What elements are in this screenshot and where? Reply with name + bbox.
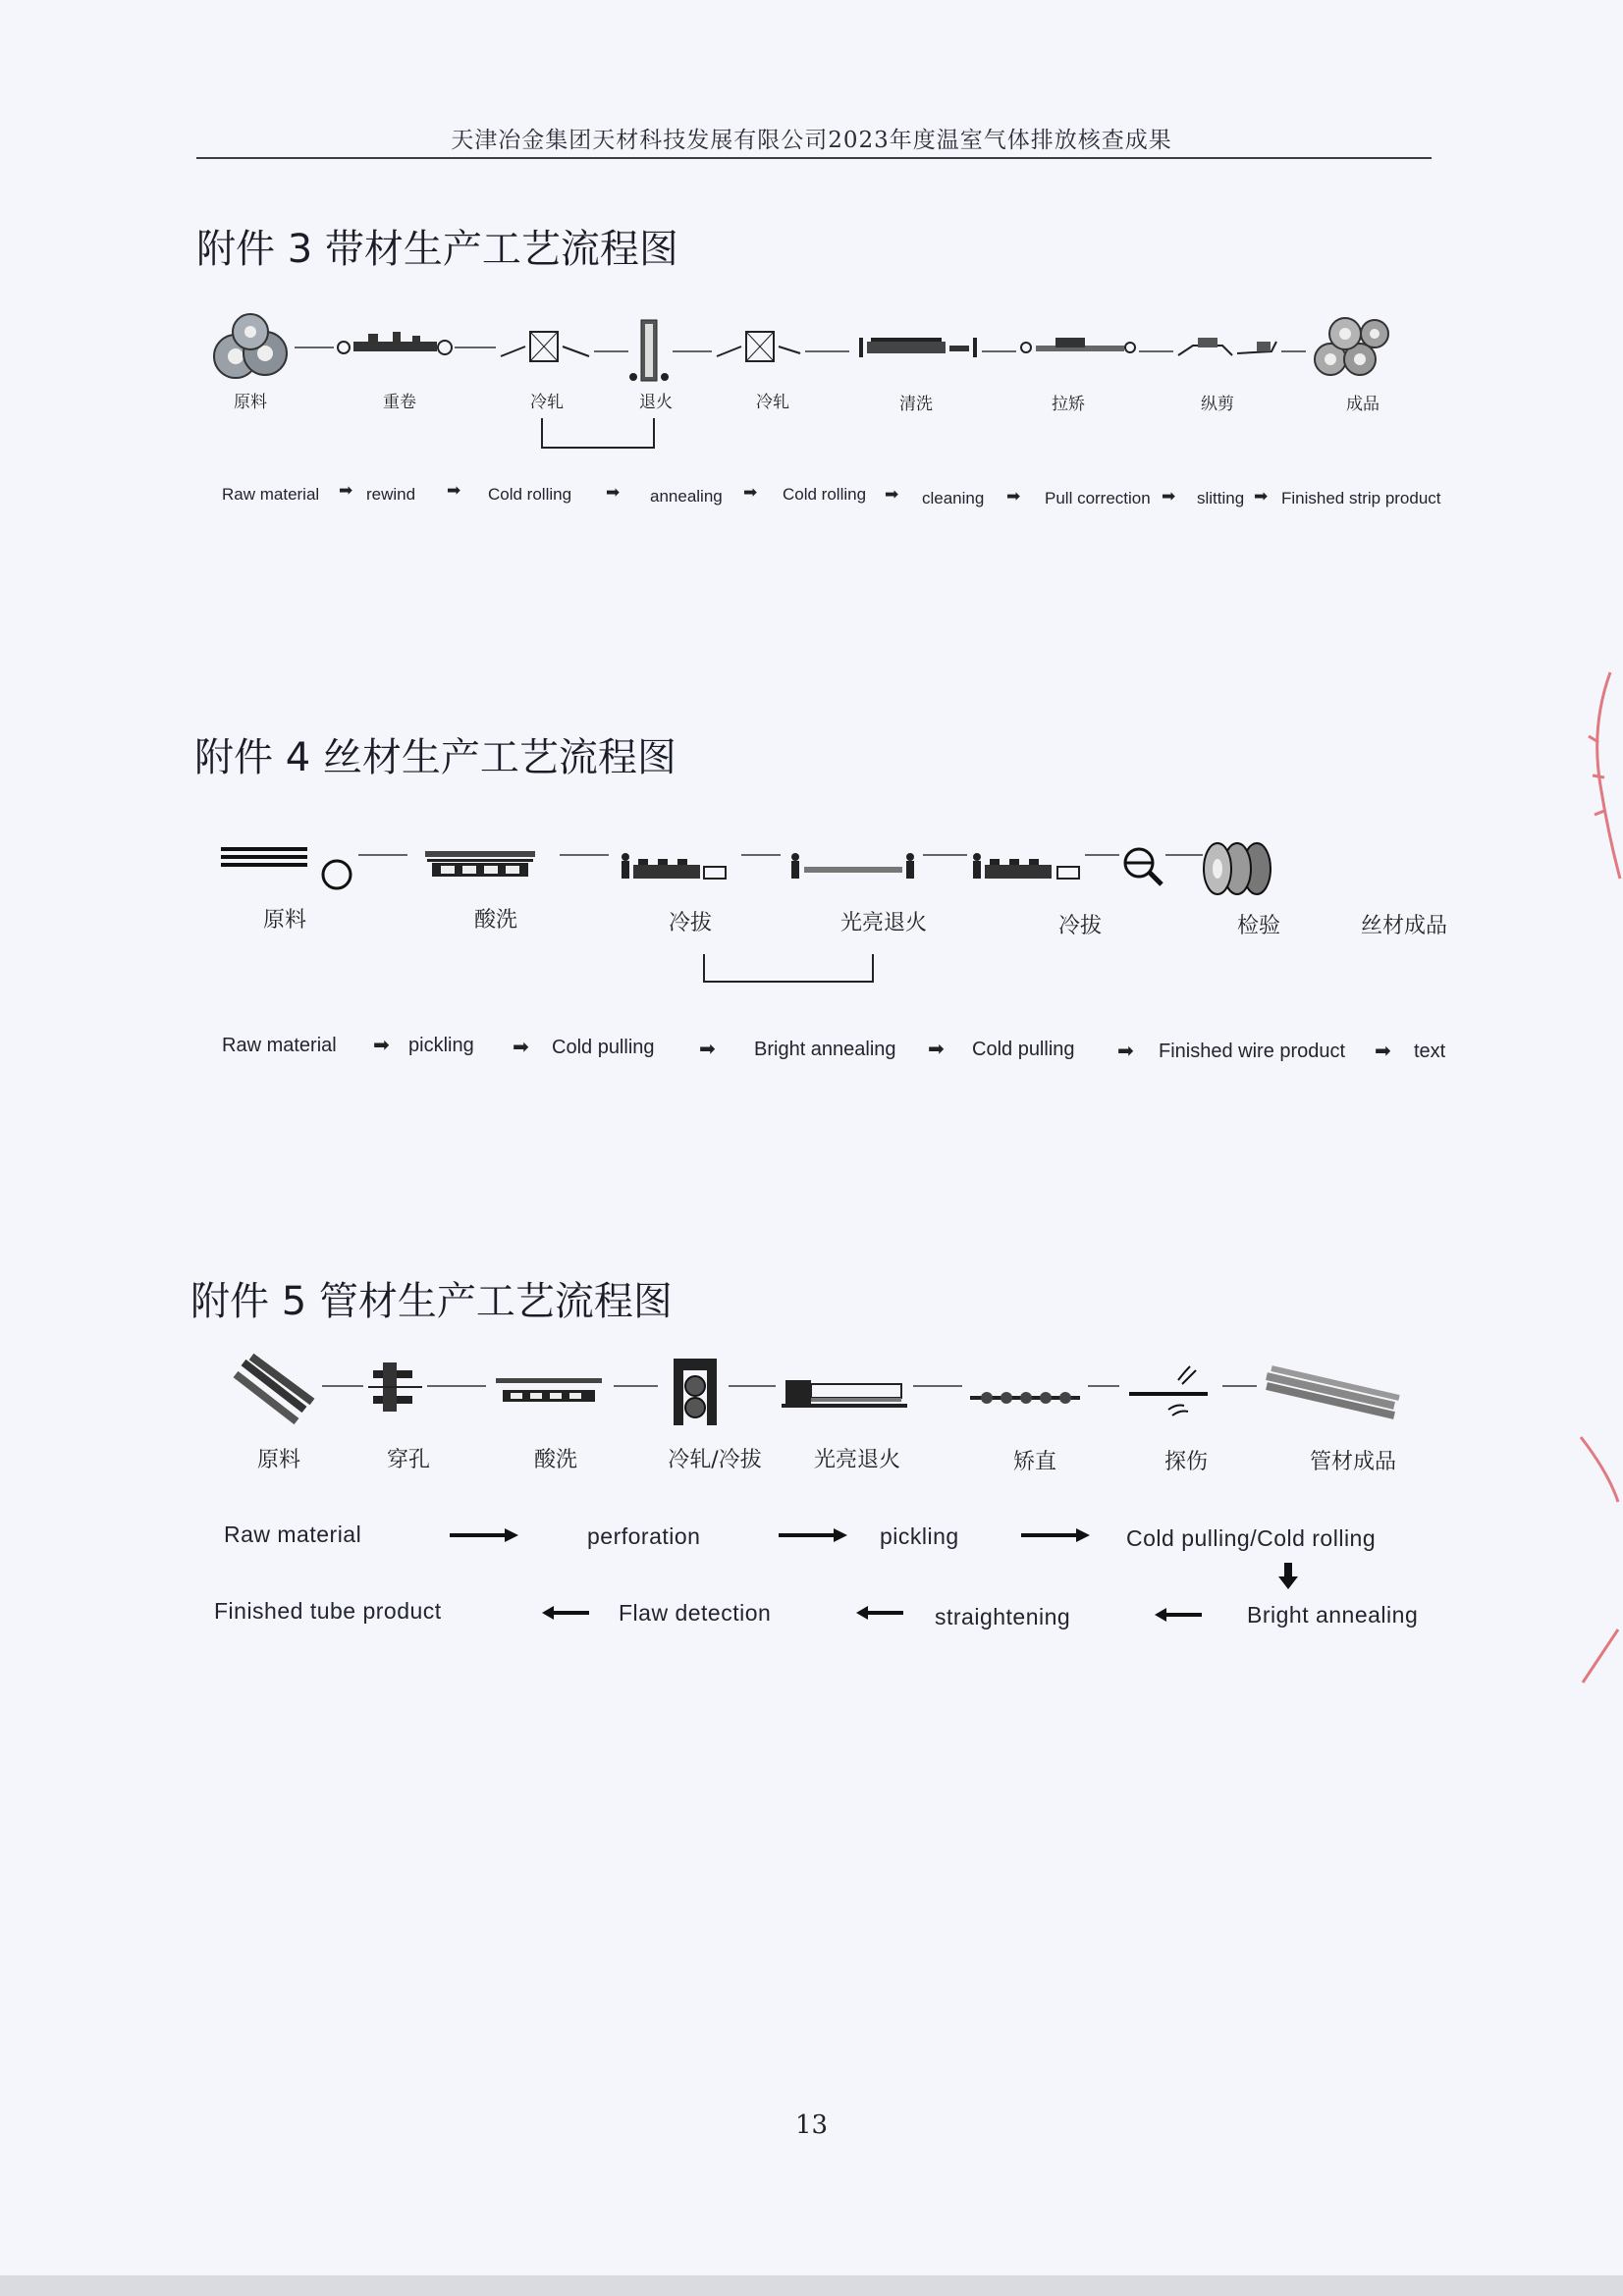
strip-en-raw: Raw material [222,485,320,504]
strip-label-raw: 原料 [234,393,267,412]
bright-annealing-furnace-icon-2 [782,1380,907,1408]
arrow-right-icon: ➡ [885,485,899,505]
strip-en-finished: Finished strip product [1281,489,1441,507]
finished-tubes-icon [1267,1368,1399,1415]
tube-label-flaw-detection: 探伤 [1163,1450,1208,1474]
wire-label-pickling: 酸洗 [473,908,517,933]
arrow-right-icon: ➡ [1117,1039,1134,1062]
arrow-right-icon: ➡ [1375,1039,1391,1062]
strip-label-slitting: 纵剪 [1201,395,1234,414]
pull-correction-line-icon [1021,338,1135,352]
flaw-detection-icon [1129,1366,1208,1415]
wire-repeat-loop-bracket [702,952,879,991]
arrow-right-icon: ➡ [447,481,461,501]
tube-label-raw: 原料 [256,1448,300,1472]
rewind-line-icon [338,332,452,354]
strip-en-cold-rolling-1: Cold rolling [488,485,572,504]
wire-label-cold-pulling-2: 冷拔 [1057,914,1102,938]
header-rule [196,157,1432,159]
arrow-right-icon [779,1527,849,1543]
arrow-right-icon: ➡ [699,1037,716,1060]
wire-en-bright-annealing: Bright annealing [754,1039,896,1060]
scan-bottom-edge [0,2275,1623,2296]
tube-label-pickling: 酸洗 [533,1448,577,1472]
cold-rolling-mill-icon-2 [717,332,800,361]
wire-en-cold-pulling-1: Cold pulling [552,1037,655,1058]
strip-process-icons [211,312,1399,391]
red-seal-fragment [1571,667,1623,883]
slitting-line-icon [1178,338,1276,355]
strip-en-slitting: slitting [1197,489,1245,507]
wire-label-cold-pulling-1: 冷拔 [668,911,712,935]
arrow-down-icon [1278,1563,1298,1590]
wire-coils-finished-icon [1204,843,1271,894]
tube-label-perforation: 穿孔 [386,1448,430,1472]
wire-coil-raw-icon [221,847,351,888]
perforation-machine-icon [368,1362,422,1412]
strip-en-pull-correction: Pull correction [1045,489,1151,507]
cold-rolling-mill-icon [501,332,589,361]
wire-en-raw: Raw material [222,1035,337,1056]
pickling-tank-icon-2 [496,1378,602,1402]
page-number: 13 [794,2110,829,2140]
tube-en-pickling: pickling [880,1523,959,1549]
straightening-machine-icon [970,1392,1080,1404]
magnifier-inspection-icon [1125,849,1162,884]
arrow-left-icon [542,1606,591,1620]
tube-en-bright-annealing: Bright annealing [1247,1602,1419,1628]
wire-en-cold-pulling-2: Cold pulling [972,1039,1075,1060]
strip-en-rewind: rewind [366,485,416,504]
arrow-right-icon: ➡ [513,1035,529,1058]
wire-label-raw: 原料 [262,908,306,933]
tube-label-bright-annealing: 光亮退火 [813,1448,900,1472]
strip-label-rewind: 重卷 [383,393,416,412]
arrow-right-icon: ➡ [339,481,353,501]
tube-label-cold-rolling-pulling: 冷轧/冷拔 [668,1448,762,1472]
tube-en-perforation: perforation [587,1523,701,1549]
wire-label-inspection: 检验 [1236,914,1280,938]
cleaning-line-icon [859,338,977,357]
strip-label-annealing: 退火 [639,393,673,412]
wire-en-pickling: pickling [408,1035,474,1056]
arrow-right-icon: ➡ [1254,487,1269,507]
tube-bundle-raw-icon [236,1357,312,1421]
coil-stack-icon [214,314,287,378]
tube-en-cold-pulling-rolling: Cold pulling/Cold rolling [1126,1525,1377,1551]
cold-drawing-machine-icon-2 [973,853,1079,879]
strip-label-cleaning: 清洗 [899,395,933,414]
tube-label-finished: 管材成品 [1309,1450,1396,1474]
arrow-left-icon [856,1606,905,1620]
section-title-tube: 附件 5 管材生产工艺流程图 [190,1279,673,1324]
bright-annealing-furnace-icon [791,853,914,879]
cold-drawing-machine-icon [622,853,726,879]
arrow-right-icon: ➡ [743,483,758,503]
red-seal-fragment-2 [1579,1433,1623,1688]
strip-en-cleaning: cleaning [922,489,985,507]
tube-en-straightening: straightening [935,1604,1071,1629]
strip-label-pull-correction: 拉矫 [1052,395,1085,414]
finished-coils-icon [1315,318,1388,375]
strip-label-finished: 成品 [1346,395,1380,414]
wire-process-icons [221,837,1458,906]
arrow-right-icon: ➡ [373,1033,390,1056]
cold-rolling-stand-icon [674,1359,717,1425]
wire-label-finished: 丝材成品 [1360,914,1447,938]
section-title-wire: 附件 4 丝材生产工艺流程图 [194,735,676,780]
tube-en-finished: Finished tube product [214,1598,442,1624]
document-header: 天津冶金集团天材科技发展有限公司2023年度温室气体排放核查成果 [451,128,1172,153]
strip-label-cold-rolling-1: 冷轧 [530,393,564,412]
arrow-right-icon: ➡ [1162,487,1176,507]
arrow-right-icon: ➡ [928,1037,945,1060]
arrow-right-icon [1021,1527,1092,1543]
annealing-furnace-icon [629,320,669,381]
strip-repeat-loop-bracket [540,416,658,455]
tube-en-raw: Raw material [224,1522,362,1547]
tube-label-straightening: 矫直 [1012,1450,1056,1474]
wire-en-text: text [1414,1041,1446,1062]
pickling-tank-icon [425,851,535,877]
wire-label-bright-annealing: 光亮退火 [839,911,927,935]
arrow-right-icon: ➡ [1006,487,1021,507]
strip-en-annealing: annealing [650,487,723,506]
tube-process-icons [236,1355,1424,1433]
section-title-strip: 附件 3 带材生产工艺流程图 [196,227,678,272]
arrow-right-icon: ➡ [606,483,621,503]
strip-en-cold-rolling-2: Cold rolling [783,485,867,504]
arrow-right-icon [450,1527,520,1543]
wire-en-finished: Finished wire product [1159,1041,1346,1062]
arrow-left-icon [1155,1608,1204,1622]
tube-en-flaw-detection: Flaw detection [619,1600,772,1626]
strip-label-cold-rolling-2: 冷轧 [756,393,789,412]
